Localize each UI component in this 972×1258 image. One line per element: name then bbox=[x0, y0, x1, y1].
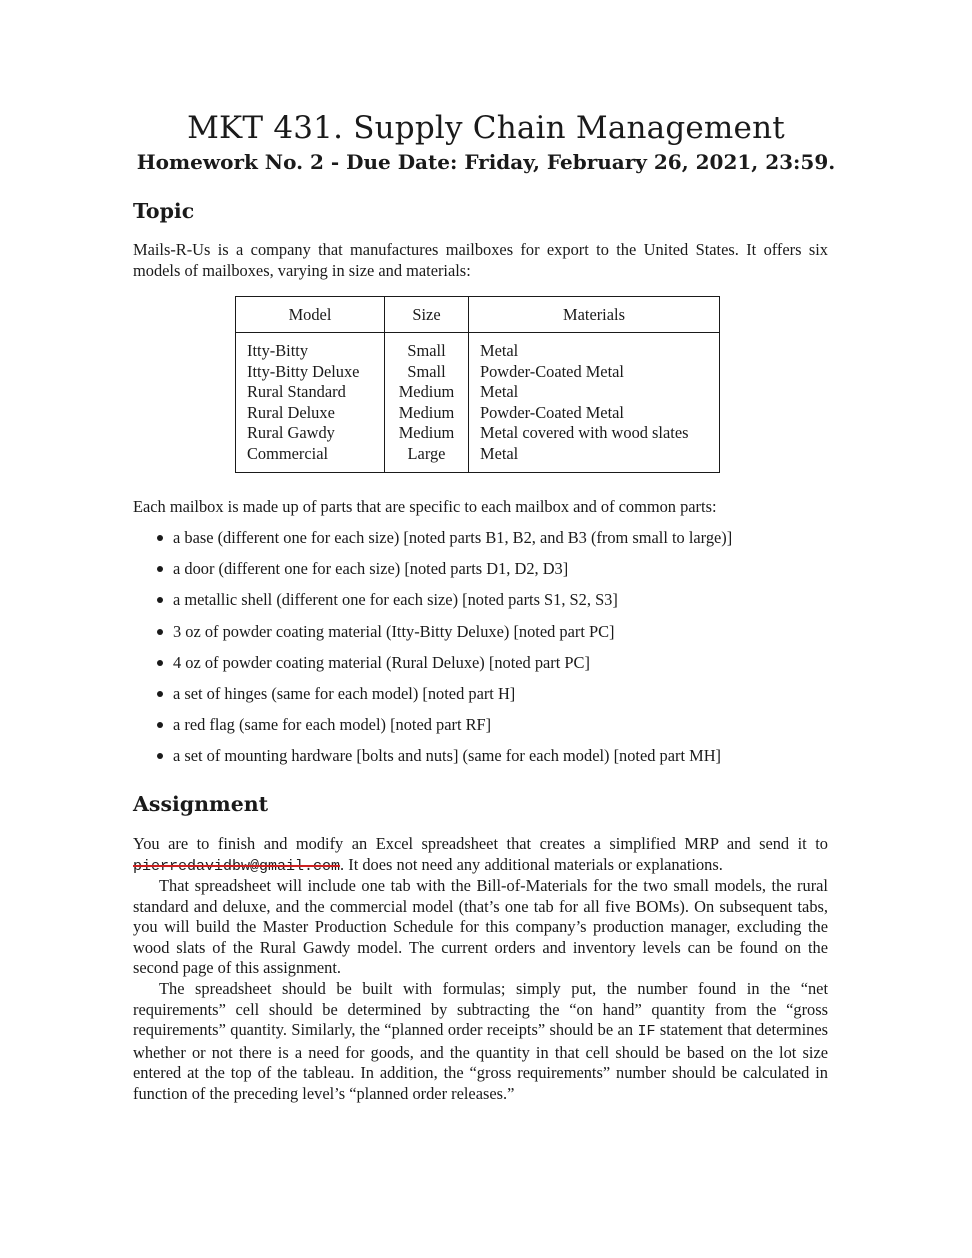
document-subtitle: Homework No. 2 - Due Date: Friday, February 26, 2021, 23:59. bbox=[136, 150, 836, 174]
list-item-text: a door (different one for each size) [noted parts D1, D2, D3] bbox=[173, 559, 569, 579]
bullet-icon bbox=[157, 691, 163, 697]
bullet-icon bbox=[157, 597, 163, 603]
cell-size: Small bbox=[385, 362, 469, 383]
cell-materials: Metal bbox=[469, 444, 720, 473]
list-item bbox=[133, 528, 833, 559]
cell-model: Rural Deluxe bbox=[236, 403, 385, 424]
cell-size: Medium bbox=[385, 403, 469, 424]
list-item bbox=[133, 684, 833, 715]
column-header-size: Size bbox=[385, 297, 469, 333]
list-item-text: 3 oz of powder coating material (Itty-Bitty Deluxe) [noted part PC] bbox=[173, 621, 615, 641]
table-row bbox=[236, 423, 720, 444]
list-item bbox=[133, 653, 833, 684]
assignment-paragraph-1 bbox=[133, 834, 828, 877]
assignment-heading: Assignment bbox=[133, 792, 269, 816]
assignment-p3-text-before: The spreadsheet should be built with formulas; simply put, the number found in the “net requirements” cell should be determined by subtracting the “on hand” quantity from the “gross requirements” quantity. Similarly, the “planned order receipts” should be an bbox=[133, 979, 828, 1040]
models-table bbox=[235, 296, 720, 473]
assignment-paragraph-2: That spreadsheet will include one tab with the Bill-of-Materials for the two small models, the rural standard and deluxe, and the commercial model (that’s one tab for all five BOMs). On subsequent tabs, you will build the Master Production Schedule for this company’s production manager, excluding the wood slats of the Rural Gawdy model. The current orders and inventory levels can be found on the second page of this assignment. bbox=[133, 876, 828, 978]
topic-heading: Topic bbox=[133, 199, 195, 223]
table-row bbox=[236, 444, 720, 473]
bullet-icon bbox=[157, 722, 163, 728]
column-header-model: Model bbox=[236, 297, 385, 333]
list-item-text: a set of hinges (same for each model) [noted part H] bbox=[173, 683, 516, 703]
document-title: MKT 431. Supply Chain Management bbox=[187, 110, 785, 146]
cell-model: Itty-Bitty Deluxe bbox=[236, 362, 385, 383]
list-item-text: a set of mounting hardware [bolts and nuts] (same for each model) [noted part MH] bbox=[173, 746, 722, 766]
list-item-text: a metallic shell (different one for each size) [noted parts S1, S2, S3] bbox=[173, 590, 618, 610]
list-item bbox=[133, 590, 833, 621]
list-item-text: 4 oz of powder coating material (Rural Deluxe) [noted part PC] bbox=[173, 652, 590, 672]
bullet-icon bbox=[157, 566, 163, 572]
table-row bbox=[236, 333, 720, 362]
list-item bbox=[133, 559, 833, 590]
parts-intro-paragraph: Each mailbox is made up of parts that are specific to each mailbox and of common parts: bbox=[133, 497, 717, 516]
bullet-icon bbox=[157, 660, 163, 666]
cell-model: Rural Gawdy bbox=[236, 423, 385, 444]
assignment-p3-text-after: statement that determines whether or not there is a need for goods, and the quantity in that cell should be based on the lot size entered at the top of the tableau. In addition, the “gross requirements” number should be calculated in function of the preceding level’s “planned order releases.” bbox=[133, 1020, 828, 1103]
bullet-icon bbox=[157, 535, 163, 541]
column-header-materials: Materials bbox=[469, 297, 720, 333]
bullet-icon bbox=[157, 629, 163, 635]
cell-materials: Powder-Coated Metal bbox=[469, 403, 720, 424]
cell-size: Medium bbox=[385, 382, 469, 403]
if-code-keyword: IF bbox=[637, 1023, 656, 1041]
list-item bbox=[133, 715, 833, 746]
cell-size: Medium bbox=[385, 423, 469, 444]
parts-list bbox=[133, 528, 833, 778]
table-row bbox=[236, 362, 720, 383]
models-table-header-row bbox=[236, 297, 720, 333]
cell-materials: Metal covered with wood slates bbox=[469, 423, 720, 444]
cell-materials: Powder-Coated Metal bbox=[469, 362, 720, 383]
cell-model: Rural Standard bbox=[236, 382, 385, 403]
cell-size: Small bbox=[385, 333, 469, 362]
assignment-paragraph-3 bbox=[133, 979, 828, 1105]
cell-model: Itty-Bitty bbox=[236, 333, 385, 362]
cell-materials: Metal bbox=[469, 333, 720, 362]
list-item bbox=[133, 746, 833, 777]
assignment-p1-text-before: You are to finish and modify an Excel spreadsheet that creates a simplified MRP and send it to bbox=[133, 834, 828, 853]
cell-materials: Metal bbox=[469, 382, 720, 403]
list-item bbox=[133, 622, 833, 653]
table-row bbox=[236, 382, 720, 403]
assignment-p1-text-after: . It does not need any additional materials or explanations. bbox=[340, 854, 723, 874]
cell-model: Commercial bbox=[236, 444, 385, 473]
bullet-icon bbox=[157, 753, 163, 759]
email-link[interactable]: pierredavidbw@gmail.com bbox=[133, 857, 341, 875]
list-item-text: a base (different one for each size) [noted parts B1, B2, and B3 (from small to large)] bbox=[173, 528, 733, 547]
table-row bbox=[236, 403, 720, 424]
list-item-text: a red flag (same for each model) [noted part RF] bbox=[173, 715, 492, 735]
cell-size: Large bbox=[385, 444, 469, 473]
topic-intro-paragraph: Mails-R-Us is a company that manufactures mailboxes for export to the United States. It offers six models of mailboxes, varying in size and materials: bbox=[133, 240, 828, 280]
